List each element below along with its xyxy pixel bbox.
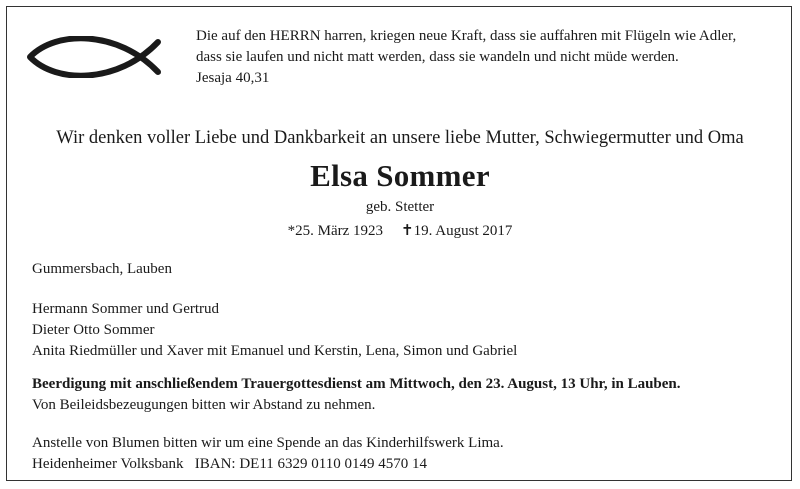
birth-name: geb. Stetter [365,199,435,215]
verse-line-2: dass sie laufen und nicht matt werden, dass sie wandeln und nicht müde werden. [196,49,679,65]
mourner-entry: Dieter Otto Sommer [32,322,155,338]
intro-text: Wir denken voller Liebe und Dankbarkeit an unsere liebe Mutter, Schwiegermutter und Oma [56,128,744,148]
mourner-entry: Anita Riedmüller und Xaver mit Emanuel und Kerstin, Lena, Simon und Gabriel [32,343,518,359]
birth-date: *25. März 1923 [287,223,384,239]
funeral-announcement: Beerdigung mit anschließendem Trauergottesdienst am Mittwoch, den 23. August, 13 Uhr, in Lauben. [32,376,681,392]
bank-name: Heidenheimer Volksbank [32,456,184,472]
mourners-list [32,299,517,362]
donation-info [32,433,504,475]
place-line [32,259,172,280]
life-dates [0,221,800,240]
bible-verse [196,26,786,89]
deceased-name: Elsa Sommer [310,158,490,193]
iban: IBAN: DE11 6329 0110 0149 4570 14 [194,456,427,472]
bank-details [32,454,504,475]
place-text: Gummersbach, Lauben [32,261,172,277]
donation-request: Anstelle von Blumen bitten wir um eine Spende an das Kinderhilfswerk Lima. [32,435,504,451]
condolences-note: Von Beileidsbezeugungen bitten wir Abstand zu nehmen. [32,397,376,413]
death-date: ✝19. August 2017 [401,223,513,239]
ichthys-fish-icon [26,36,166,78]
funeral-info [32,374,681,416]
verse-reference: Jesaja 40,31 [196,70,270,86]
verse-line-1: Die auf den HERRN harren, kriegen neue Kraft, dass sie auffahren mit Flügeln wie Adler, [196,28,737,44]
mourner-entry: Hermann Sommer und Gertrud [32,301,220,317]
